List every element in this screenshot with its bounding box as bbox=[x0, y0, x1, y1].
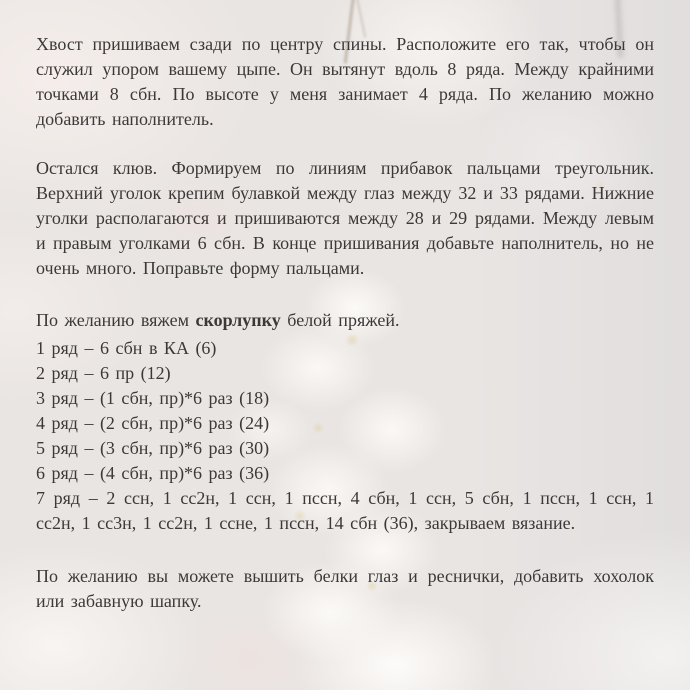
shell-row: 7 ряд – 2 ссн, 1 сс2н, 1 ссн, 1 пссн, 4 сбн, 1 ссн, 5 сбн, 1 пссн, 1 ссн, 1 сс2н, 1 сс3н, 1 сс2н, 1 ссне, 1 пссн, 14 сбн (36), закрываем вязание. bbox=[36, 488, 654, 533]
shell-row: 3 ряд – (1 сбн, пр)*6 раз (18) bbox=[36, 388, 270, 408]
paragraph-beak-assembly: Остался клюв. Формируем по линиям прибавок пальцами треугольник. Верхний уголок крепим булавкой между глаз между 32 и 33 рядами. Нижние уголки располагаются и пришиваются между 28 и 29 рядами. Между левым и правым уголками 6 сбн. В конце пришивания добавьте наполнитель, но не очень много. Поправьте форму пальцами. bbox=[36, 158, 654, 278]
shell-intro-prefix: По желанию вяжем bbox=[36, 310, 196, 330]
shell-row: 1 ряд – 6 сбн в КА (6) bbox=[36, 338, 217, 358]
paragraph-final-options: По желанию вы можете вышить белки глаз и реснички, добавить хохолок или забавную шапку. bbox=[36, 566, 654, 611]
shell-intro-bold-word: скорлупку bbox=[195, 310, 281, 330]
shell-row: 5 ряд – (3 сбн, пр)*6 раз (30) bbox=[36, 438, 270, 458]
shell-row: 2 ряд – 6 пр (12) bbox=[36, 363, 171, 383]
shell-row-list bbox=[36, 336, 654, 536]
shell-row: 6 ряд – (4 сбн, пр)*6 раз (36) bbox=[36, 463, 270, 483]
paragraph-tail-assembly: Хвост пришиваем сзади по центру спины. Расположите его так, чтобы он служил упором вашему цыпе. Он вытянут вдоль 8 ряда. Между крайними точками 8 сбн. По высоте у меня занимает 4 ряда. По желанию можно добавить наполнитель. bbox=[36, 34, 654, 129]
pattern-text-block bbox=[36, 32, 654, 614]
shell-intro-line bbox=[36, 308, 654, 333]
shell-row: 4 ряд – (2 сбн, пр)*6 раз (24) bbox=[36, 413, 270, 433]
shell-intro-suffix: белой пряжей. bbox=[280, 310, 400, 330]
